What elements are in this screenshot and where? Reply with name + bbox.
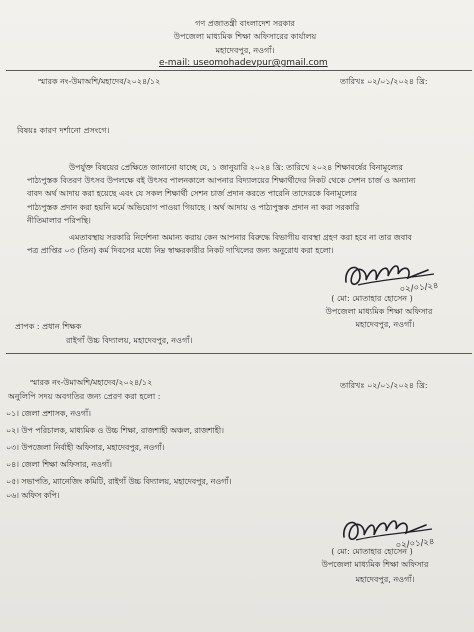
signer-1-place: মহাদেবপুর, নওগাঁ। [355,320,415,329]
signature-2-date: ০২/০১/২৪ [395,536,435,551]
signer-2-place: মহাদেবপুর, নওগাঁ। [355,575,415,584]
header-divider [6,70,472,71]
cc-item: ০৪। জেলা শিক্ষা অফিসার, নওগাঁ। [6,460,112,469]
signer-1-name: ( মো: মোতাহার হোসেন ) [331,294,413,303]
signer-1-designation: উপজেলা মাধ্যমিক শিক্ষা অফিসার [325,307,433,316]
subject-line: বিষয়ঃ কারণ দর্শানো প্রসংগে। [17,126,110,135]
body-paragraph-1: উপর্যুক্ত বিষয়ের প্রেক্ষিতে জানানো যাচ্ছে যে, ১ জানুয়ারি ২০২৪ খ্রি: তারিখে ২০২৪ শিক্ষাবর্ষের বিনামূল্যের পাঠ্যপুস্তক বিতরণ উৎসব উপলক্ষে বই উৎসব পালনকালে আপনার বিদ্যালয়ের শিক্ষার্থীদের নিকট থেকে সেশন চার্জ ও অন্যান্য বাবদ অর্থ আদায় করা হয়েছে এবং যে সকল শিক্ষার্থী সেশন চার্জ প্রদান করতে পারেনি তাদেরকে বিনামূল্যের পাঠ্যপুস্তক প্রদান করা হয়নি মর্মে অভিযোগ পাওয়া গিয়াছে । অর্থ আদায় ও পাঠ্যপুস্তক প্রদান না করা সরকারি নীতিমালার পরিপন্থি। [27,163,416,225]
cc-item: ০৬। অফিস কপি। [6,491,60,500]
section-divider [6,353,472,354]
recipient-label: প্রাপক : প্রধান শিক্ষক [15,322,82,331]
signer-2-designation: উপজেলা মাধ্যমিক শিক্ষা অফিসার [321,560,429,569]
office-email: e-mail: useomohadevpur@gmail.com [159,58,328,68]
memo-2-reference: স্মারক নং-উমাঅশি/মহাদেব/২০২৪/১২ [30,378,153,387]
memo-reference: স্মারক নং-উমাঅশি/মহাদেব/২০২৪/১২ [38,77,161,86]
memo-date: তারিখঃ ০২/০১/২০২৪ খ্রি: [340,77,428,86]
cc-intro: অনুলিপি সদয় অবগতির জন্য প্রেরণ করা হলো : [8,392,161,401]
govt-title: গণ প্রজাতন্ত্রী বাংলাদেশ সরকার [195,19,295,28]
signature-1-date: ০২/০১/২৪ [399,280,439,295]
cc-item: ০১। জেলা প্রশাসক, নওগাঁ। [6,409,91,418]
recipient-address: রাইগাঁ উচ্চ বিদ্যালয়, মহাদেবপুর, নওগাঁ। [66,336,193,345]
cc-item: ০৩। উপজেলা নির্বাহী অফিসার, মহাদেবপুর, নওগাঁ। [6,443,165,452]
signature-2 [336,505,448,553]
signer-2-name: ( মো: মোতাহার হোসেন ) [331,547,413,556]
memo-2-date: তারিখঃ ০২/০১/২০২৪ খ্রি: [340,381,428,390]
signature-1 [338,252,450,298]
cc-item: ০২। উপ পরিচালক, মাধ্যমিক ও উচ্চ শিক্ষা, রাজশাহী অঞ্চল, রাজশাহী। [6,426,224,435]
office-location: মহাদেবপুর, নওগাঁ। [215,46,275,55]
body-paragraph-2: এমতাবস্থায় সরকারি নির্দেশনা অমান্য করায় কেন আপনার বিরুদ্ধে বিভাগীয় ব্যবস্থা গ্রহণ করা হবে না তার জবাব পত্র প্রাপ্তির ০৩ (তিন) কর্ম দিবসের মধ্যে নিম্ন স্বাক্ষরকারীর নিকট দাখিলের জন্য অনুরোধ করা হলো। [27,233,412,256]
cc-item: ০৫। সভাপতি, ম্যানেজিং কমিটি, রাইগাঁ উচ্চ বিদ্যালয়, মহাদেবপুর, নওগাঁ। [6,477,232,486]
office-title: উপজেলা মাধ্যমিক শিক্ষা অফিসারের কার্যালয় [173,32,317,41]
